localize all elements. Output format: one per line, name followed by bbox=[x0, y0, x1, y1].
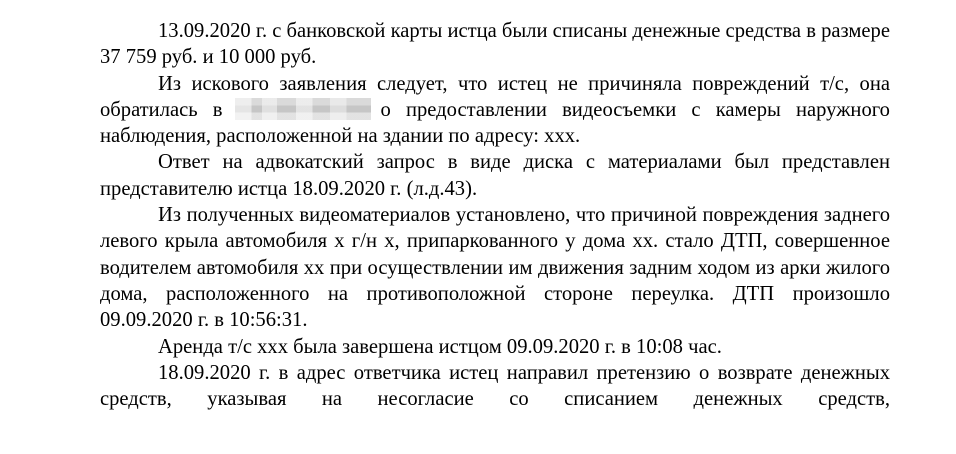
redacted-organization-blur bbox=[235, 98, 371, 120]
paragraph-claim-text-after: о предоставлении видеосъемки с камеры наружного наблюдения, расположенной на здании по адресу: ххх. bbox=[100, 98, 890, 148]
paragraph-claim-sent: 18.09.2020 г. в адрес ответчика истец направил претензию о возврате денежных средств, указывая на несогласие со списанием денежных средств, bbox=[100, 361, 890, 411]
document-page bbox=[100, 18, 890, 412]
paragraph-video-findings: Из полученных видеоматериалов установлено, что причиной повреждения заднего левого крыла автомобиля х г/н х, припаркованного у дома хх. стало ДТП, совершенное водителем автомобиля хх при осуществлении им движения задним ходом из арки жилого дома, расположенного на противоположной стороне переулка. ДТП произошло 09.09.2020 г. в 10:56:31. bbox=[100, 204, 890, 332]
paragraph-lawyer-response: Ответ на адвокатский запрос в виде диска с материалами был представлен представителю истца 18.09.2020 г. (л.д.43). bbox=[100, 151, 890, 200]
paragraph-claim-text-before: Из искового заявления следует, что истец не причиняла повреждений т/с, она обратилась в bbox=[100, 72, 890, 121]
paragraph-claim-statement bbox=[100, 71, 890, 150]
paragraph-rental-end: Аренда т/с ххх была завершена истцом 09.09.2020 г. в 10:08 час. bbox=[158, 335, 722, 358]
paragraph-card-debit: 13.09.2020 г. с банковской карты истца были списаны денежные средства в размере 37 759 руб. и 10 000 руб. bbox=[100, 20, 890, 69]
